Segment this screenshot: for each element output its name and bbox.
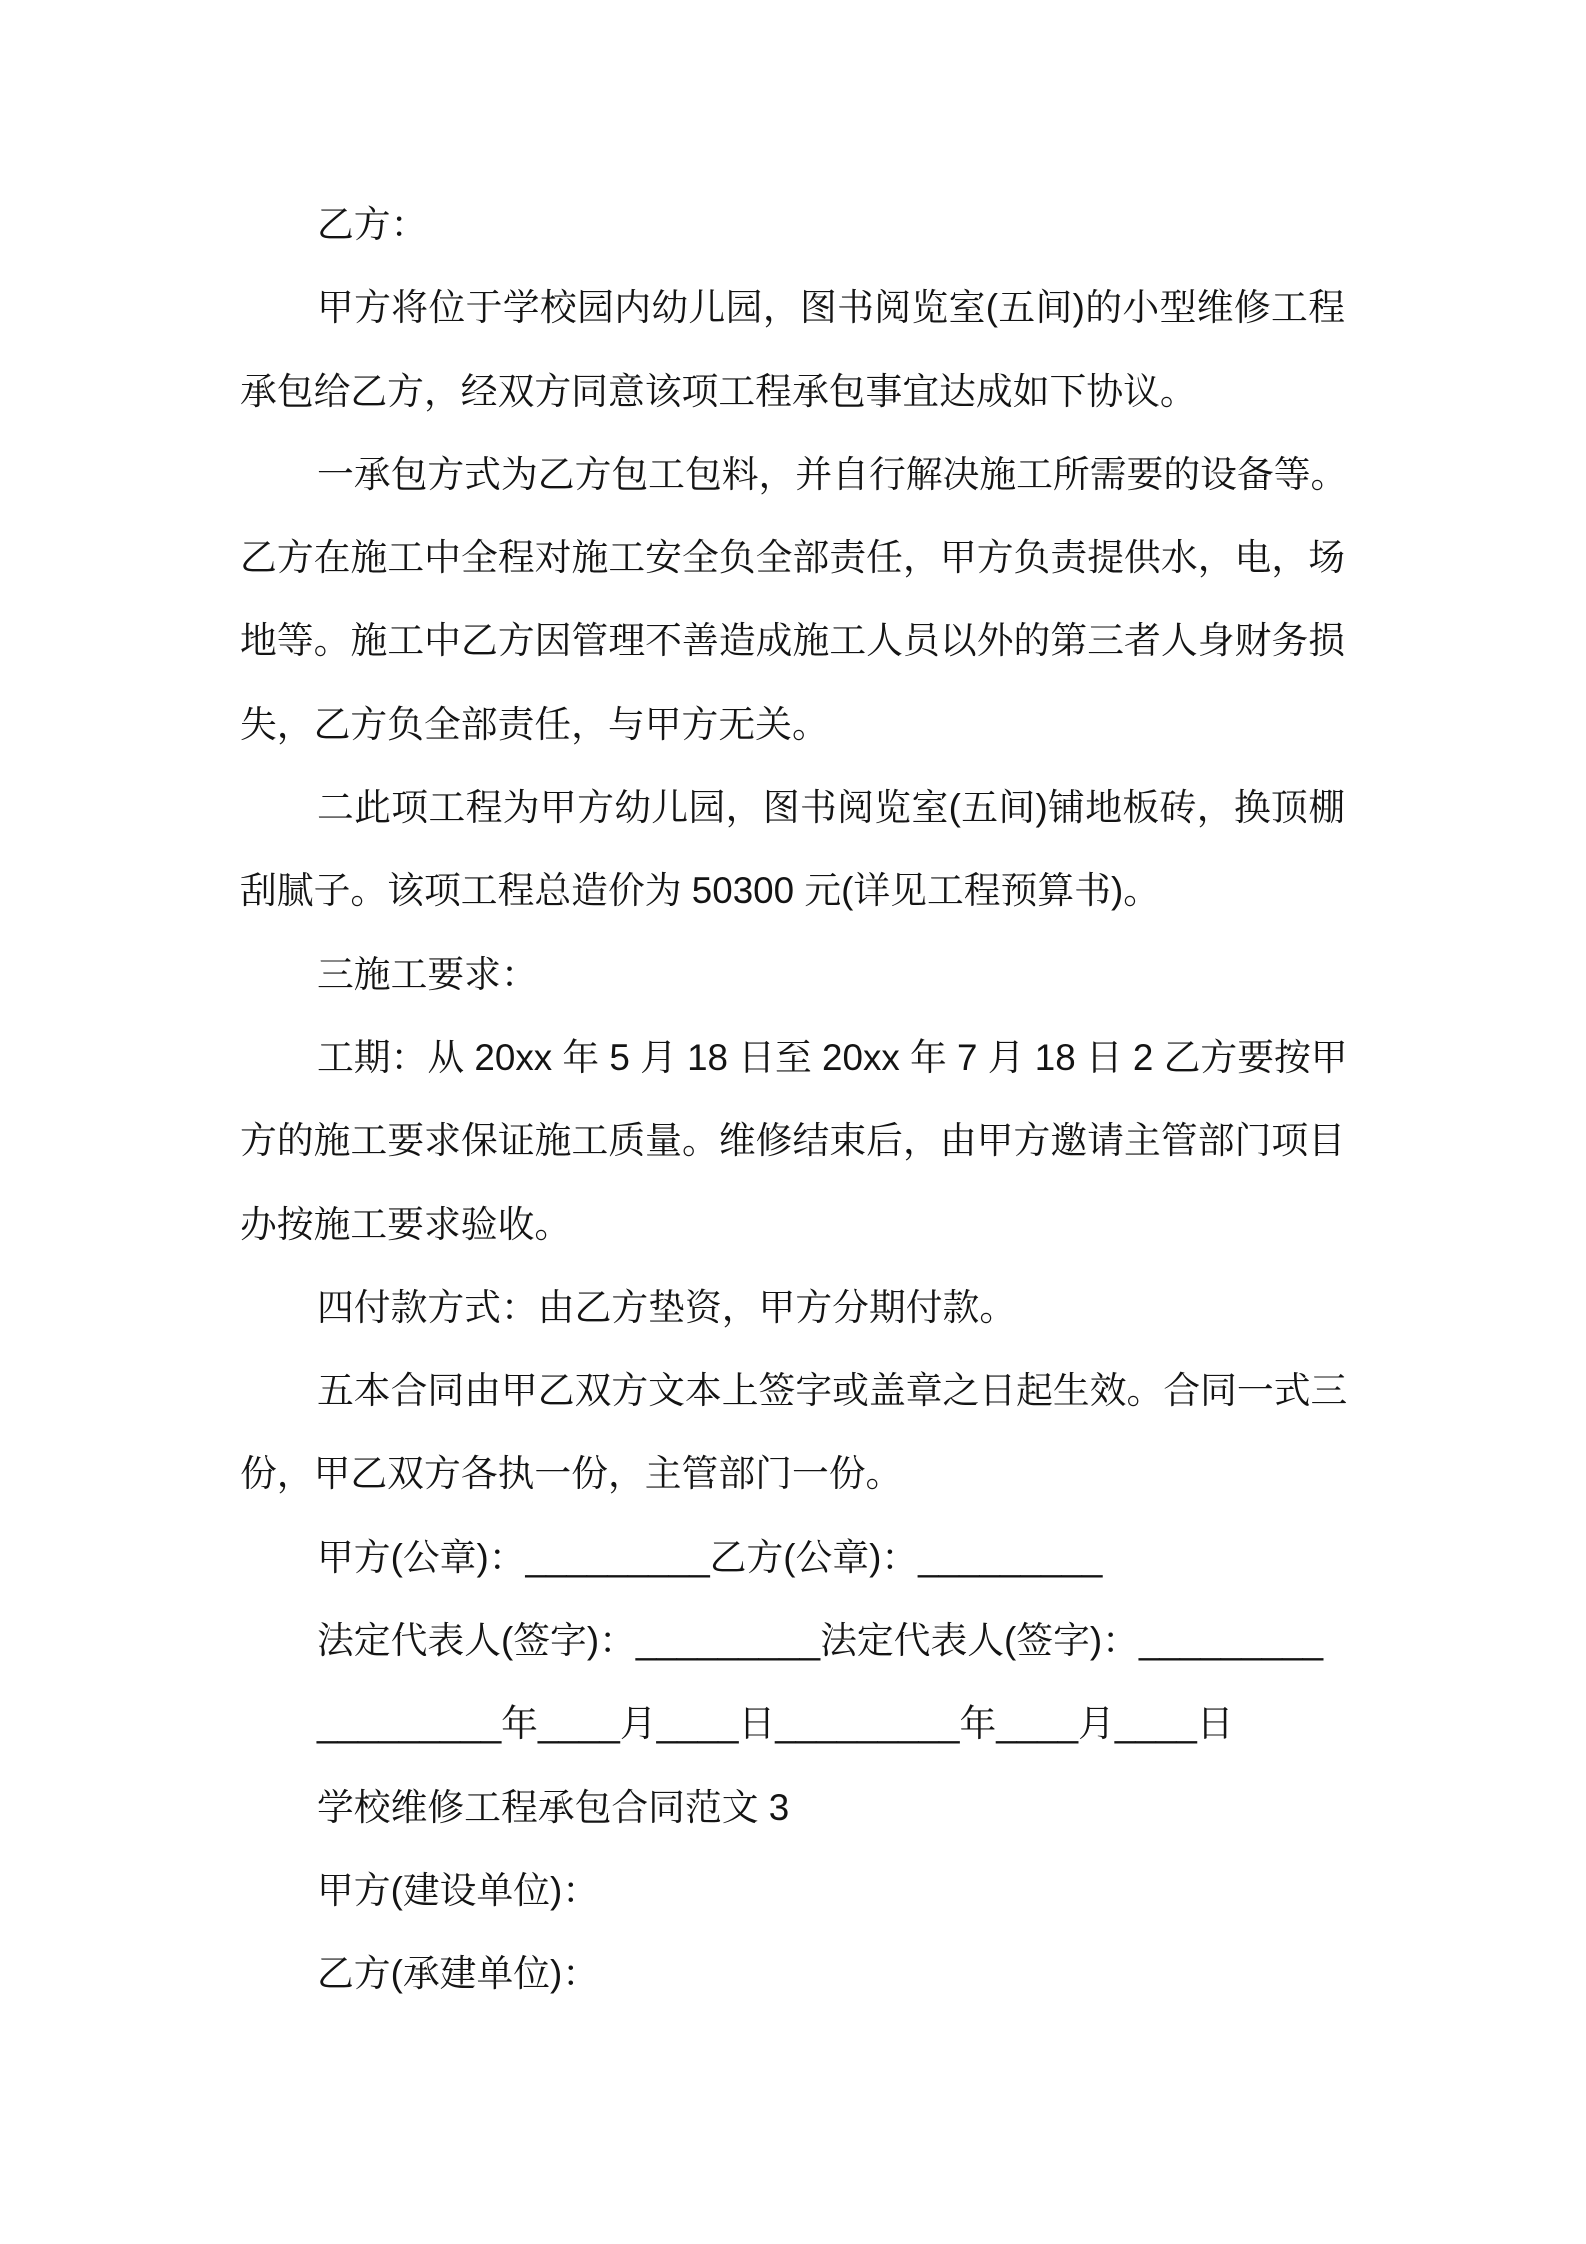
- text-line: 乙方在施工中全程对施工安全负全部责任，甲方负责提供水，电，场: [240, 537, 1345, 579]
- intro-paragraph: [240, 266, 1345, 433]
- text-line: 四付款方式：由乙方垫资，甲方分期付款。: [317, 1286, 1017, 1328]
- text-line: 方的施工要求保证施工质量。维修结束后，由甲方邀请主管部门项目: [240, 1120, 1345, 1162]
- clause-4-paragraph: [240, 1266, 1345, 1349]
- next-contract-party-b: 乙方(承建单位)：: [317, 1953, 600, 1995]
- clause-5-paragraph: [240, 1349, 1348, 1516]
- party-b-heading: 乙方：: [317, 204, 428, 245]
- text-line: 失，乙方负全部责任，与甲方无关。: [240, 703, 829, 745]
- next-contract-title: 学校维修工程承包合同范文 3: [317, 1786, 790, 1828]
- clause-3-paragraph: [240, 1016, 1348, 1266]
- text-line: 一承包方式为乙方包工包料，并自行解决施工所需要的设备等。: [317, 453, 1348, 495]
- text-line: 承包给乙方，经双方同意该项工程承包事宜达成如下协议。: [240, 370, 1197, 412]
- clause-1-paragraph: [240, 433, 1348, 766]
- representative-signature-row: 法定代表人(签字)：_________法定代表人(签字)：_________: [317, 1620, 1324, 1662]
- clause-3-heading-block: [240, 933, 1345, 1016]
- text-line: 办按施工要求验收。: [240, 1203, 572, 1245]
- clause-3-heading: 三施工要求：: [317, 953, 538, 995]
- text-line: 工期：从 20xx 年 5 月 18 日至 20xx 年 7 月 18 日 2 乙方要按甲: [317, 1036, 1348, 1078]
- text-line: 五本合同由甲乙双方文本上签字或盖章之日起生效。合同一式三: [317, 1370, 1348, 1412]
- next-contract-party-a: 甲方(建设单位)：: [317, 1869, 600, 1911]
- text-line: 刮腻子。该项工程总造价为 50300 元(详见工程预算书)。: [240, 870, 1161, 912]
- seal-signature-row: 甲方(公章)：_________乙方(公章)：_________: [317, 1536, 1103, 1578]
- document-body: [240, 183, 1348, 2016]
- party-b-heading-block: [240, 183, 1345, 266]
- next-contract-section: [240, 1766, 1345, 2016]
- text-line: 二此项工程为甲方幼儿园，图书阅览室(五间)铺地板砖，换顶棚: [317, 787, 1345, 829]
- clause-2-paragraph: [240, 766, 1345, 933]
- text-line: 地等。施工中乙方因管理不善造成施工人员以外的第三者人身财务损: [240, 620, 1345, 662]
- text-line: 甲方将位于学校园内幼儿园，图书阅览室(五间)的小型维修工程: [317, 287, 1345, 329]
- text-line: 份，甲乙双方各执一份，主管部门一份。: [240, 1453, 903, 1495]
- date-signature-row: _________年____月____日_________年____月____日: [317, 1703, 1234, 1745]
- signature-block: [240, 1516, 1345, 1766]
